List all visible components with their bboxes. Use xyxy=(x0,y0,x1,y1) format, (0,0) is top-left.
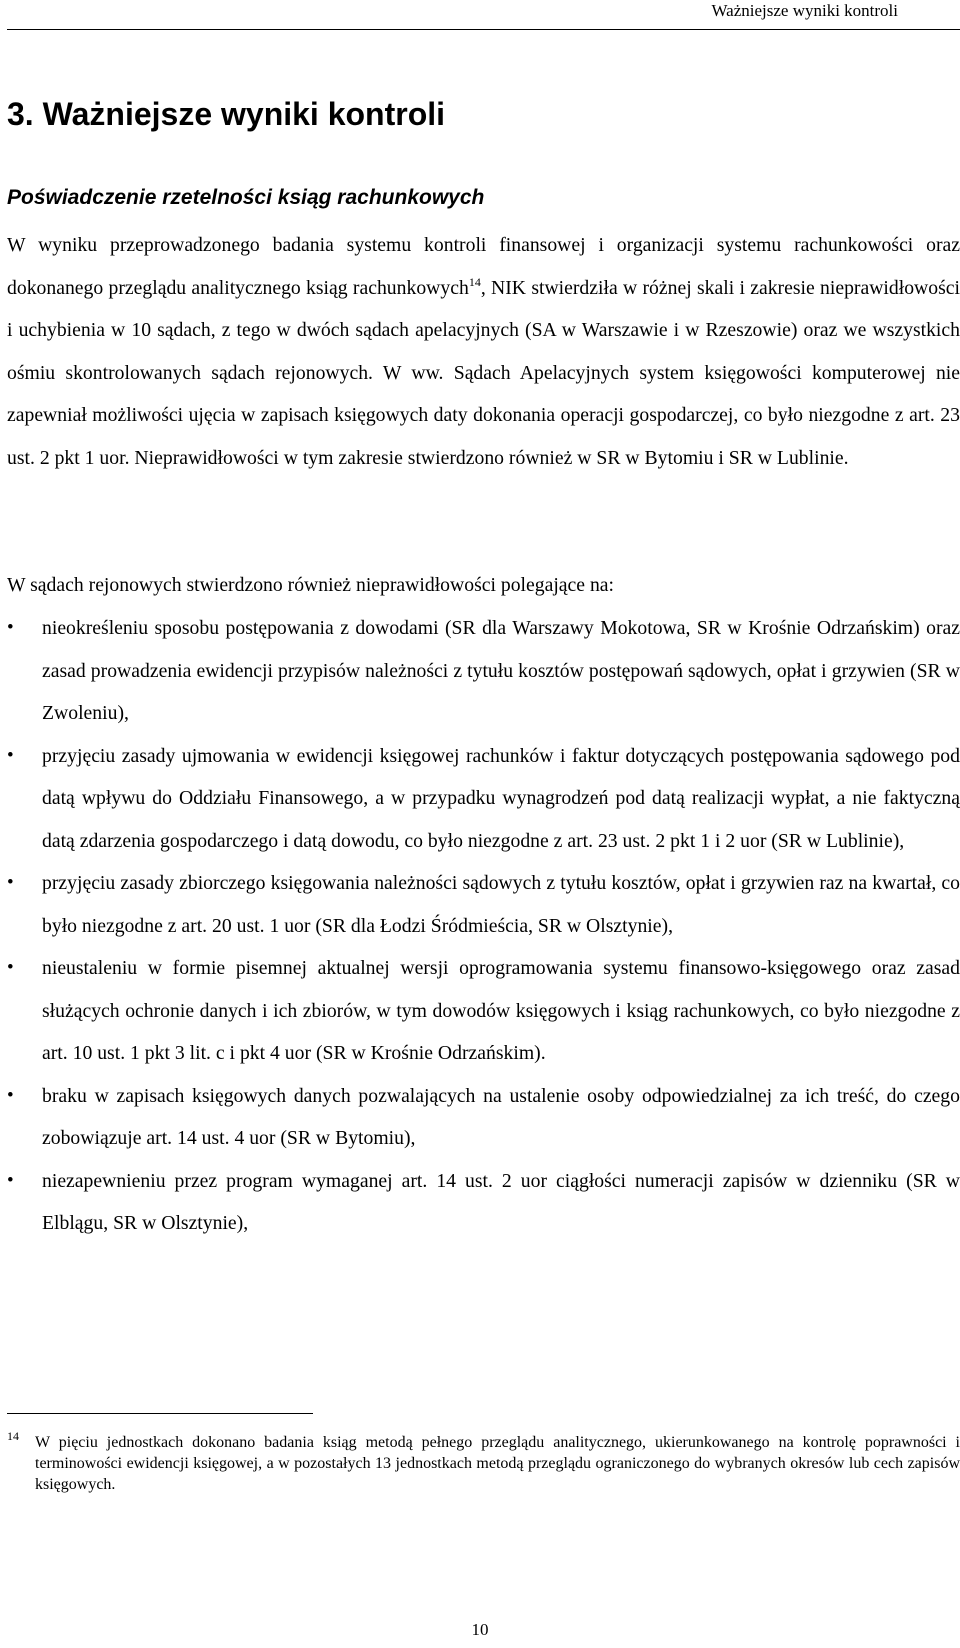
footnote-mark: 14 xyxy=(7,1429,19,1443)
paragraph-intro-list: W sądach rejonowych stwierdzono również nieprawidłowości polegające na: xyxy=(7,574,614,596)
paragraph-findings-start: W wyniku przeprowadzonego badania systemu kontroli finansowej i organizacji systemu rachunkowości oraz dokonanego przeglądu analitycznego ksiąg rachunkowych xyxy=(7,234,960,299)
list-item xyxy=(7,1160,960,1245)
list-item xyxy=(7,607,960,735)
bullet-icon: • xyxy=(7,744,14,766)
list-item-text: nieokreśleniu sposobu postępowania z dowodami (SR dla Warszawy Mokotowa, SR w Krośnie Odrzańskim) oraz zasad prowadzenia ewidencji przypisów należności z tytułu kosztów postępowań sądowych, opłat i grzywien (SR w Zwoleniu), xyxy=(42,617,960,724)
footnote-rule xyxy=(7,1413,313,1414)
list-item-text: nieustaleniu w formie pisemnej aktualnej wersji oprogramowania systemu finansowo-księgowego oraz zasad służących ochronie danych i ich zbiorów, w tym dowodów księgowych i ksiąg rachunkowych, co było niezgodne z art. 10 ust. 1 pkt 3 lit. c i pkt 4 uor (SR w Krośnie Odrzańskim). xyxy=(42,957,960,1064)
list-item-text: niezapewnieniu przez program wymaganej art. 14 ust. 2 uor ciągłości numeracji zapisów w dzienniku (SR w Elblągu, SR w Olsztynie), xyxy=(42,1169,960,1234)
list-item xyxy=(7,862,960,947)
footnote-reference[interactable]: 14 xyxy=(468,274,481,289)
paragraph-findings xyxy=(7,224,960,479)
list-item-text: przyjęciu zasady zbiorczego księgowania należności sądowych z tytułu kosztów, opłat i grzywien raz na kwartał, co było niezgodne z art. 20 ust. 1 uor (SR dla Łodzi Śródmieścia, SR w Olsztynie), xyxy=(42,872,960,937)
chapter-title: 3. Ważniejsze wyniki kontroli xyxy=(7,96,446,132)
list-item-text: przyjęciu zasady ujmowania w ewidencji księgowej rachunków i faktur dotyczących postępowania sądowego pod datą wpływu do Oddziału Finansowego, a w przypadku wynagrodzeń pod datą realizacji wypłat, a nie faktyczną datą zdarzenia gospodarczego i datą dowodu, co było niezgodne z art. 23 ust. 2 pkt 1 i 2 uor (SR w Lublinie), xyxy=(42,744,960,852)
paragraph-findings-end: , NIK stwierdziła w różnej skali i zakresie nieprawidłowości i uchybienia w 10 sądach, z tego w dwóch sądach apelacyjnych (SA w Warszawie i w Rzeszowie) oraz we wszystkich ośmiu skontrolowanych sądach rejonowych. W ww. Sądach Apelacyjnych system księgowości komputerowej nie zapewniał możliwości ujęcia w zapisach księgowych daty dokonania operacji gospodarczej, co było niezgodne z art. 23 ust. 2 pkt 1 uor. Nieprawidłowości w tym zakresie stwierdzono również w SR w Bytomiu i SR w Lublinie. xyxy=(7,276,960,469)
footnote-text: W pięciu jednostkach dokonano badania ksiąg metodą pełnego przeglądu analitycznego, ukierunkowanego na kontrolę poprawności i terminowości ewidencji księgowej, a w pozostałych 13 jednostkach metodą przeglądu ograniczonego do wybranych okresów lub cech zapisów księgowych. xyxy=(35,1434,960,1493)
section-title: Poświadczenie rzetelności ksiąg rachunkowych xyxy=(7,186,485,209)
bullet-icon: • xyxy=(7,872,14,893)
bullet-icon: • xyxy=(7,1084,14,1106)
running-header: Ważniejsze wyniki kontroli xyxy=(711,1,898,20)
list-item-text: braku w zapisach księgowych danych pozwalających na ustalenie osoby odpowiedzialnej za ich treść, do czego zobowiązuje art. 14 ust. 4 uor (SR w Bytomiu), xyxy=(42,1084,960,1149)
footnote xyxy=(7,1429,960,1495)
list-item xyxy=(7,947,960,1075)
irregularities-list xyxy=(7,607,960,1245)
list-item xyxy=(7,1075,960,1160)
header-rule xyxy=(7,29,960,30)
bullet-icon: • xyxy=(7,1169,14,1191)
list-item xyxy=(7,735,960,863)
bullet-icon: • xyxy=(7,617,14,638)
bullet-icon: • xyxy=(7,957,14,978)
page-number: 10 xyxy=(471,1620,489,1639)
